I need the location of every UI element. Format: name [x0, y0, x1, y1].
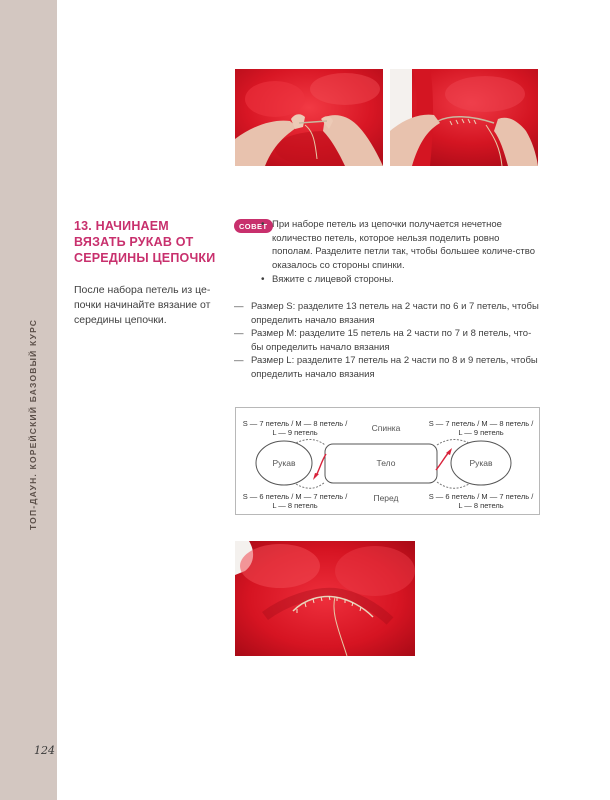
left-chain-bottom: [296, 482, 325, 488]
size-list: [234, 300, 539, 381]
photo-knitting-step-2: [390, 69, 538, 166]
page-number: 124: [34, 744, 55, 757]
right-chain-bottom: [437, 482, 469, 488]
section-heading: 13. НАЧИНАЕМ ВЯЗАТЬ РУКАВ ОТ СЕРЕДИНЫ ЦЕПОЧКИ: [74, 219, 216, 265]
tip-item: • При наборе петель из цепочки получается нечетное количество петель, которое нельзя поделить ровно пополам. Разделите петли так, чтобы большее количе-ство оказалось со стороны спинки.: [272, 218, 540, 272]
bottom-left-count: S — 6 петель / M — 7 петель / L — 8 петель: [242, 492, 348, 510]
photo-knitting-step-3: [235, 541, 415, 656]
body-label: Тело: [376, 458, 396, 468]
back-label: Спинка: [371, 423, 401, 433]
right-start-arrow: [436, 452, 449, 470]
tip-item: • Вяжите с лицевой стороны.: [272, 273, 540, 287]
sidebar-title: ТОП-ДАУН. КОРЕЙСКИЙ БАЗОВЫЙ КУРС: [28, 318, 38, 530]
front-label: Перед: [373, 493, 399, 503]
right-sleeve-label: Рукав: [469, 458, 493, 468]
top-right-count: S — 7 петель / M — 8 петель / L — 9 петель: [428, 419, 534, 437]
size-item-m: — Размер M: разделите 15 петель на 2 части по 7 и 8 петель, что-бы определить начало вязания: [234, 327, 539, 354]
tip-badge: СОВЕТ: [234, 219, 273, 233]
intro-text: После набора петель из це-почки начинайте вязание от середины цепочки.: [74, 284, 211, 326]
left-chain-top: [296, 439, 325, 445]
left-start-arrowhead: [313, 473, 319, 480]
top-left-count: S — 7 петель / M — 8 петель / L — 9 петель: [242, 419, 348, 437]
sidebar: [0, 0, 57, 800]
tip-list: [272, 218, 540, 288]
size-item-s: — Размер S: разделите 13 петель на 2 части по 6 и 7 петель, чтобы определить начало вязания: [234, 300, 539, 327]
photo-knitting-step-1: [235, 69, 383, 166]
stitch-division-diagram: [235, 407, 540, 515]
bottom-right-count: S — 6 петель / M — 7 петель / L — 8 петель: [428, 492, 534, 510]
left-sleeve-label: Рукав: [272, 458, 296, 468]
size-item-l: — Размер L: разделите 17 петель на 2 части по 8 и 9 петель, чтобы определить начало вязания: [234, 354, 539, 381]
